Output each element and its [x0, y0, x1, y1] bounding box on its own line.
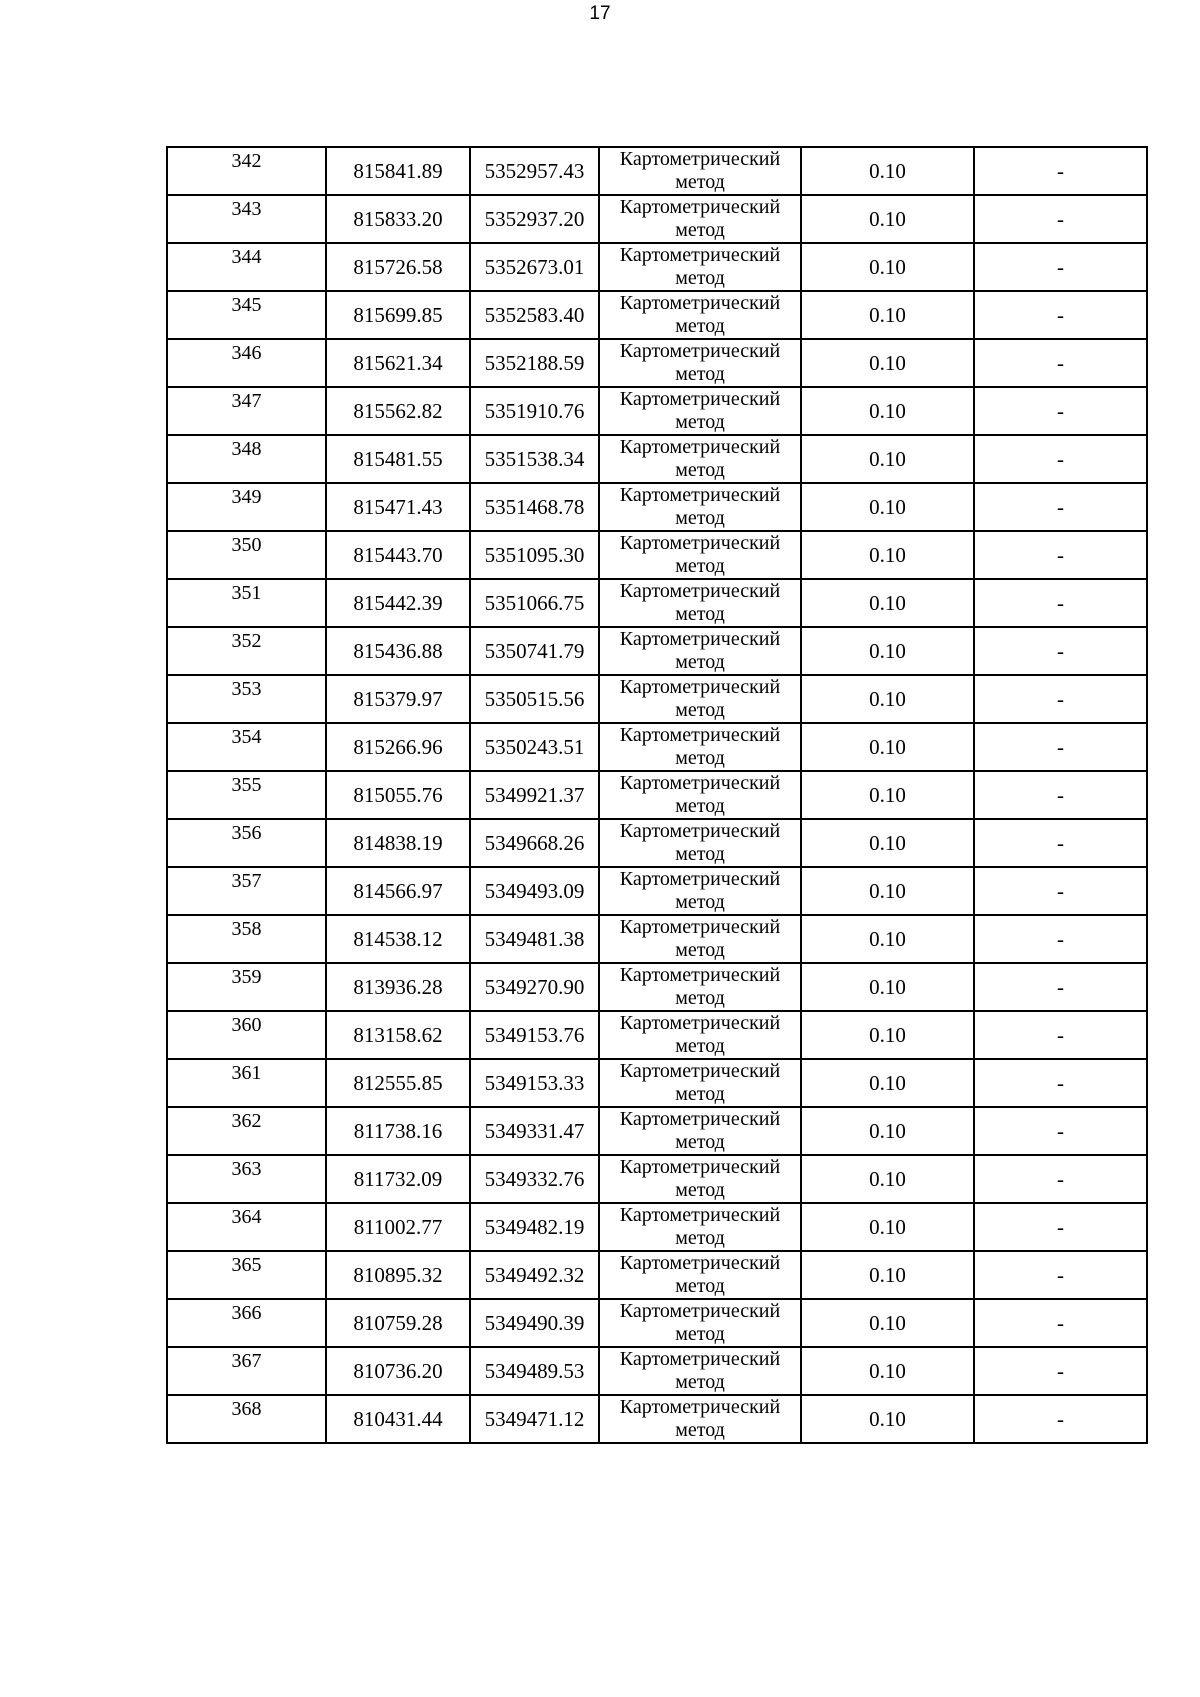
x-coordinate-cell: 815726.58: [326, 243, 470, 291]
method-line-2: метод: [675, 891, 725, 913]
accuracy-cell: 0.10: [801, 339, 974, 387]
point-number-cell: 354: [167, 723, 326, 771]
extra-cell: -: [974, 1251, 1147, 1299]
point-number-cell: 362: [167, 1107, 326, 1155]
x-coordinate-cell: 813936.28: [326, 963, 470, 1011]
x-coordinate-cell: 815562.82: [326, 387, 470, 435]
x-coordinate-cell: 815379.97: [326, 675, 470, 723]
table-row: [167, 435, 1147, 483]
x-coordinate-cell: 815436.88: [326, 627, 470, 675]
accuracy-cell: 0.10: [801, 531, 974, 579]
extra-cell: -: [974, 435, 1147, 483]
method-line-2: метод: [675, 1419, 725, 1441]
table-row: [167, 627, 1147, 675]
accuracy-cell: 0.10: [801, 1395, 974, 1443]
method-line-1: Картометрический: [619, 244, 781, 266]
y-coordinate-cell: 5351095.30: [470, 531, 599, 579]
method-cell: [599, 1203, 801, 1251]
accuracy-cell: 0.10: [801, 1059, 974, 1107]
accuracy-cell: 0.10: [801, 1011, 974, 1059]
x-coordinate-cell: 815442.39: [326, 579, 470, 627]
x-coordinate-cell: 815481.55: [326, 435, 470, 483]
x-coordinate-cell: 811738.16: [326, 1107, 470, 1155]
x-coordinate-cell: 810431.44: [326, 1395, 470, 1443]
y-coordinate-cell: 5349270.90: [470, 963, 599, 1011]
table-row: [167, 1203, 1147, 1251]
y-coordinate-cell: 5352188.59: [470, 339, 599, 387]
point-number-cell: 343: [167, 195, 326, 243]
method-line-1: Картометрический: [619, 676, 781, 698]
y-coordinate-cell: 5352583.40: [470, 291, 599, 339]
method-cell: [599, 195, 801, 243]
accuracy-cell: 0.10: [801, 867, 974, 915]
method-line-2: метод: [675, 363, 725, 385]
y-coordinate-cell: 5352957.43: [470, 147, 599, 195]
method-cell: [599, 675, 801, 723]
method-line-2: метод: [675, 1083, 725, 1105]
point-number-cell: 346: [167, 339, 326, 387]
table-row: [167, 867, 1147, 915]
method-cell: [599, 723, 801, 771]
point-number-cell: 358: [167, 915, 326, 963]
y-coordinate-cell: 5350741.79: [470, 627, 599, 675]
table-row: [167, 1395, 1147, 1443]
y-coordinate-cell: 5351468.78: [470, 483, 599, 531]
accuracy-cell: 0.10: [801, 1203, 974, 1251]
method-line-1: Картометрический: [619, 292, 781, 314]
point-number-cell: 351: [167, 579, 326, 627]
y-coordinate-cell: 5349482.19: [470, 1203, 599, 1251]
point-number-cell: 356: [167, 819, 326, 867]
method-line-2: метод: [675, 1131, 725, 1153]
method-cell: [599, 339, 801, 387]
page-number: 17: [589, 3, 611, 24]
method-cell: [599, 579, 801, 627]
y-coordinate-cell: 5352937.20: [470, 195, 599, 243]
extra-cell: -: [974, 675, 1147, 723]
point-number-cell: 368: [167, 1395, 326, 1443]
y-coordinate-cell: 5349668.26: [470, 819, 599, 867]
accuracy-cell: 0.10: [801, 1299, 974, 1347]
table-row: [167, 915, 1147, 963]
extra-cell: -: [974, 387, 1147, 435]
y-coordinate-cell: 5351538.34: [470, 435, 599, 483]
point-number-cell: 365: [167, 1251, 326, 1299]
method-cell: [599, 1059, 801, 1107]
method-line-2: метод: [675, 939, 725, 961]
accuracy-cell: 0.10: [801, 1347, 974, 1395]
method-line-2: метод: [675, 603, 725, 625]
method-line-2: метод: [675, 1179, 725, 1201]
x-coordinate-cell: 815055.76: [326, 771, 470, 819]
x-coordinate-cell: 815266.96: [326, 723, 470, 771]
method-line-2: метод: [675, 651, 725, 673]
extra-cell: -: [974, 627, 1147, 675]
extra-cell: -: [974, 1299, 1147, 1347]
x-coordinate-cell: 814566.97: [326, 867, 470, 915]
table-row: [167, 1011, 1147, 1059]
method-line-2: метод: [675, 1227, 725, 1249]
method-cell: [599, 1251, 801, 1299]
table-row: [167, 531, 1147, 579]
method-line-2: метод: [675, 555, 725, 577]
method-line-2: метод: [675, 699, 725, 721]
method-line-2: метод: [675, 1275, 725, 1297]
method-cell: [599, 243, 801, 291]
y-coordinate-cell: 5349493.09: [470, 867, 599, 915]
table-row: [167, 1059, 1147, 1107]
coordinates-table: [166, 146, 1148, 1444]
table-row: [167, 147, 1147, 195]
point-number-cell: 353: [167, 675, 326, 723]
method-line-1: Картометрический: [619, 148, 781, 170]
extra-cell: -: [974, 1347, 1147, 1395]
coordinates-table-body: [167, 147, 1147, 1443]
method-cell: [599, 531, 801, 579]
method-line-1: Картометрический: [619, 484, 781, 506]
extra-cell: -: [974, 819, 1147, 867]
y-coordinate-cell: 5349332.76: [470, 1155, 599, 1203]
method-line-1: Картометрический: [619, 868, 781, 890]
method-cell: [599, 867, 801, 915]
table-row: [167, 771, 1147, 819]
y-coordinate-cell: 5350515.56: [470, 675, 599, 723]
point-number-cell: 363: [167, 1155, 326, 1203]
extra-cell: -: [974, 339, 1147, 387]
y-coordinate-cell: 5349490.39: [470, 1299, 599, 1347]
table-row: [167, 243, 1147, 291]
y-coordinate-cell: 5349153.33: [470, 1059, 599, 1107]
accuracy-cell: 0.10: [801, 675, 974, 723]
method-line-2: метод: [675, 315, 725, 337]
extra-cell: -: [974, 1155, 1147, 1203]
method-line-1: Картометрический: [619, 916, 781, 938]
table-row: [167, 675, 1147, 723]
method-line-1: Картометрический: [619, 772, 781, 794]
point-number-cell: 360: [167, 1011, 326, 1059]
accuracy-cell: 0.10: [801, 483, 974, 531]
method-line-2: метод: [675, 987, 725, 1009]
y-coordinate-cell: 5349481.38: [470, 915, 599, 963]
method-line-2: метод: [675, 171, 725, 193]
method-line-1: Картометрический: [619, 1348, 781, 1370]
x-coordinate-cell: 810895.32: [326, 1251, 470, 1299]
method-line-1: Картометрический: [619, 628, 781, 650]
method-line-1: Картометрический: [619, 1396, 781, 1418]
point-number-cell: 359: [167, 963, 326, 1011]
method-line-1: Картометрический: [619, 820, 781, 842]
x-coordinate-cell: 811002.77: [326, 1203, 470, 1251]
y-coordinate-cell: 5349921.37: [470, 771, 599, 819]
extra-cell: -: [974, 579, 1147, 627]
point-number-cell: 348: [167, 435, 326, 483]
x-coordinate-cell: 814538.12: [326, 915, 470, 963]
method-cell: [599, 1395, 801, 1443]
x-coordinate-cell: 815621.34: [326, 339, 470, 387]
method-cell: [599, 627, 801, 675]
method-cell: [599, 387, 801, 435]
x-coordinate-cell: 812555.85: [326, 1059, 470, 1107]
method-line-1: Картометрический: [619, 964, 781, 986]
table-row: [167, 579, 1147, 627]
table-row: [167, 1251, 1147, 1299]
x-coordinate-cell: 814838.19: [326, 819, 470, 867]
point-number-cell: 345: [167, 291, 326, 339]
method-line-1: Картометрический: [619, 1204, 781, 1226]
extra-cell: -: [974, 1011, 1147, 1059]
y-coordinate-cell: 5352673.01: [470, 243, 599, 291]
y-coordinate-cell: 5349331.47: [470, 1107, 599, 1155]
point-number-cell: 347: [167, 387, 326, 435]
accuracy-cell: 0.10: [801, 147, 974, 195]
method-cell: [599, 1299, 801, 1347]
accuracy-cell: 0.10: [801, 195, 974, 243]
extra-cell: -: [974, 1203, 1147, 1251]
method-cell: [599, 1155, 801, 1203]
method-line-1: Картометрический: [619, 580, 781, 602]
y-coordinate-cell: 5349153.76: [470, 1011, 599, 1059]
method-cell: [599, 963, 801, 1011]
method-cell: [599, 1107, 801, 1155]
method-line-1: Картометрический: [619, 1012, 781, 1034]
extra-cell: -: [974, 291, 1147, 339]
table-row: [167, 1299, 1147, 1347]
method-line-2: метод: [675, 411, 725, 433]
x-coordinate-cell: 815471.43: [326, 483, 470, 531]
y-coordinate-cell: 5350243.51: [470, 723, 599, 771]
extra-cell: -: [974, 723, 1147, 771]
method-line-1: Картометрический: [619, 1060, 781, 1082]
method-cell: [599, 483, 801, 531]
method-line-2: метод: [675, 1035, 725, 1057]
method-line-1: Картометрический: [619, 388, 781, 410]
method-cell: [599, 1347, 801, 1395]
accuracy-cell: 0.10: [801, 387, 974, 435]
method-line-2: метод: [675, 267, 725, 289]
x-coordinate-cell: 815443.70: [326, 531, 470, 579]
x-coordinate-cell: 815833.20: [326, 195, 470, 243]
method-line-1: Картометрический: [619, 436, 781, 458]
extra-cell: -: [974, 915, 1147, 963]
method-cell: [599, 915, 801, 963]
extra-cell: -: [974, 963, 1147, 1011]
y-coordinate-cell: 5349489.53: [470, 1347, 599, 1395]
extra-cell: -: [974, 483, 1147, 531]
method-cell: [599, 291, 801, 339]
x-coordinate-cell: 811732.09: [326, 1155, 470, 1203]
point-number-cell: 364: [167, 1203, 326, 1251]
point-number-cell: 349: [167, 483, 326, 531]
method-line-2: метод: [675, 459, 725, 481]
x-coordinate-cell: 810759.28: [326, 1299, 470, 1347]
method-line-1: Картометрический: [619, 1108, 781, 1130]
method-line-2: метод: [675, 1371, 725, 1393]
method-line-2: метод: [675, 843, 725, 865]
table-row: [167, 387, 1147, 435]
method-line-2: метод: [675, 795, 725, 817]
extra-cell: -: [974, 1059, 1147, 1107]
method-cell: [599, 771, 801, 819]
x-coordinate-cell: 815699.85: [326, 291, 470, 339]
y-coordinate-cell: 5351910.76: [470, 387, 599, 435]
method-line-2: метод: [675, 219, 725, 241]
extra-cell: -: [974, 1107, 1147, 1155]
extra-cell: -: [974, 243, 1147, 291]
method-cell: [599, 1011, 801, 1059]
accuracy-cell: 0.10: [801, 627, 974, 675]
method-line-1: Картометрический: [619, 1156, 781, 1178]
table-row: [167, 291, 1147, 339]
method-line-1: Картометрический: [619, 532, 781, 554]
method-line-1: Картометрический: [619, 1300, 781, 1322]
accuracy-cell: 0.10: [801, 963, 974, 1011]
table-row: [167, 339, 1147, 387]
y-coordinate-cell: 5349492.32: [470, 1251, 599, 1299]
accuracy-cell: 0.10: [801, 291, 974, 339]
method-cell: [599, 819, 801, 867]
accuracy-cell: 0.10: [801, 723, 974, 771]
extra-cell: -: [974, 1395, 1147, 1443]
point-number-cell: 352: [167, 627, 326, 675]
extra-cell: -: [974, 771, 1147, 819]
accuracy-cell: 0.10: [801, 1251, 974, 1299]
table-row: [167, 819, 1147, 867]
method-line-1: Картометрический: [619, 340, 781, 362]
extra-cell: -: [974, 195, 1147, 243]
point-number-cell: 355: [167, 771, 326, 819]
accuracy-cell: 0.10: [801, 1107, 974, 1155]
extra-cell: -: [974, 531, 1147, 579]
point-number-cell: 342: [167, 147, 326, 195]
point-number-cell: 361: [167, 1059, 326, 1107]
accuracy-cell: 0.10: [801, 771, 974, 819]
point-number-cell: 350: [167, 531, 326, 579]
point-number-cell: 366: [167, 1299, 326, 1347]
table-row: [167, 483, 1147, 531]
method-cell: [599, 435, 801, 483]
accuracy-cell: 0.10: [801, 579, 974, 627]
extra-cell: -: [974, 867, 1147, 915]
x-coordinate-cell: 815841.89: [326, 147, 470, 195]
point-number-cell: 357: [167, 867, 326, 915]
accuracy-cell: 0.10: [801, 915, 974, 963]
table-row: [167, 1107, 1147, 1155]
table-row: [167, 963, 1147, 1011]
point-number-cell: 344: [167, 243, 326, 291]
method-line-1: Картометрический: [619, 196, 781, 218]
method-line-2: метод: [675, 1323, 725, 1345]
method-line-2: метод: [675, 507, 725, 529]
extra-cell: -: [974, 147, 1147, 195]
method-line-2: метод: [675, 747, 725, 769]
method-line-1: Картометрический: [619, 1252, 781, 1274]
x-coordinate-cell: 810736.20: [326, 1347, 470, 1395]
table-row: [167, 195, 1147, 243]
x-coordinate-cell: 813158.62: [326, 1011, 470, 1059]
table-row: [167, 1155, 1147, 1203]
accuracy-cell: 0.10: [801, 1155, 974, 1203]
method-line-1: Картометрический: [619, 724, 781, 746]
table-row: [167, 723, 1147, 771]
accuracy-cell: 0.10: [801, 435, 974, 483]
table-row: [167, 1347, 1147, 1395]
method-cell: [599, 147, 801, 195]
accuracy-cell: 0.10: [801, 243, 974, 291]
accuracy-cell: 0.10: [801, 819, 974, 867]
y-coordinate-cell: 5351066.75: [470, 579, 599, 627]
point-number-cell: 367: [167, 1347, 326, 1395]
y-coordinate-cell: 5349471.12: [470, 1395, 599, 1443]
